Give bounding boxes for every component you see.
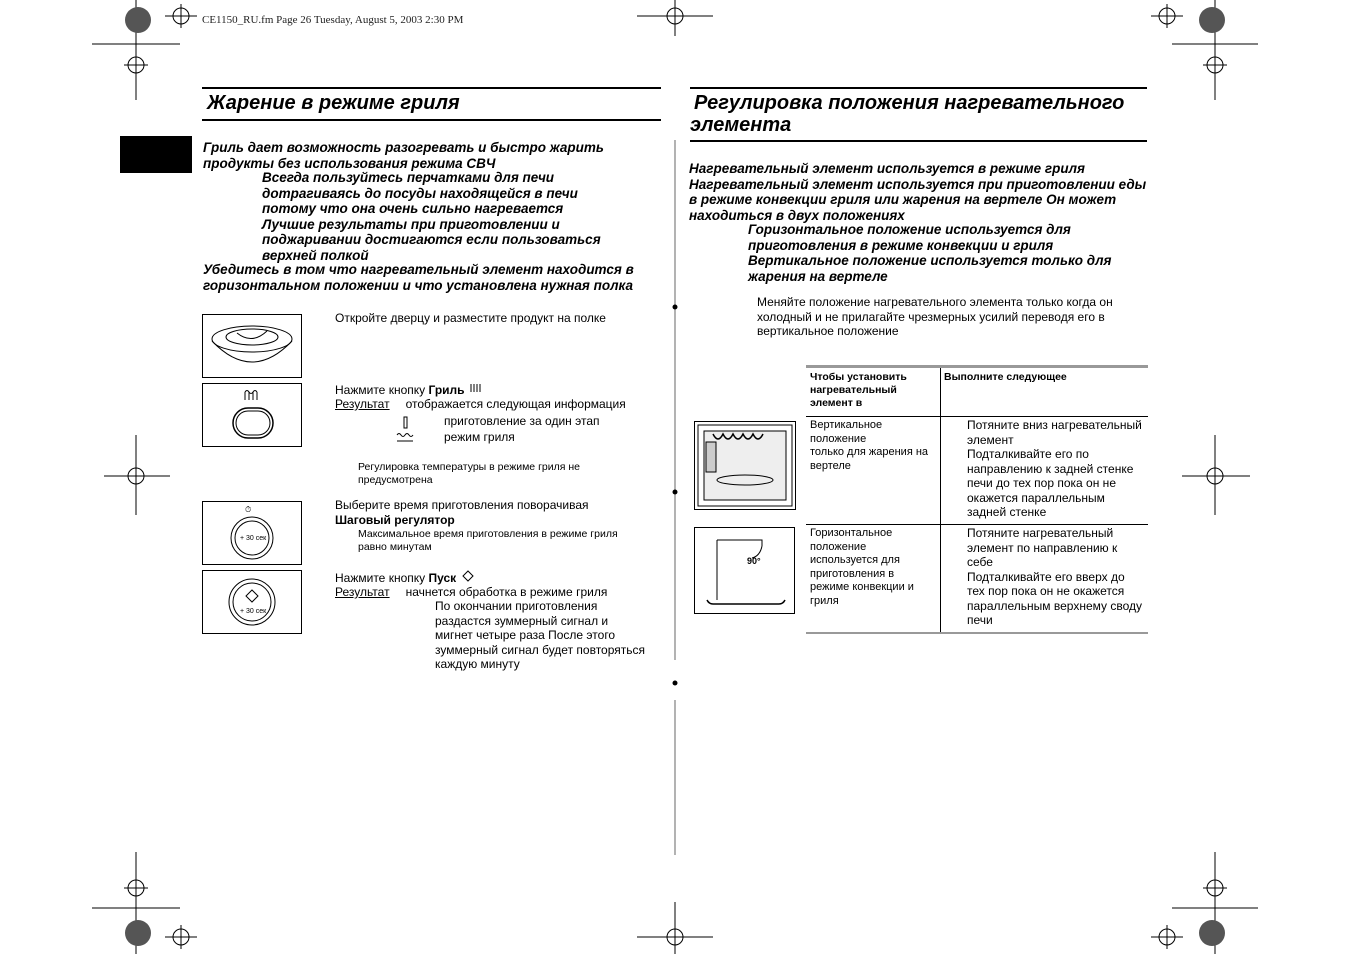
left-title-rule-bottom [202, 119, 661, 121]
row2-col2: Потяните нагревательный элемент по направлению к себе Подталкивайте его вверх до тех пор пока он не окажется параллельным верхнему своду печи [967, 526, 1143, 627]
step2-info2: режим гриля [444, 430, 515, 444]
table-header-col2: Выполните следующее [944, 371, 1067, 383]
left-check: Убедитесь в том что нагревательный элемент находится в горизонтальном положении и что установлена нужная полка [203, 262, 634, 293]
left-title-rule-top [202, 87, 661, 89]
left-intro: Гриль дает возможность разогревать и быстро жарить продукты без использования режима СВЧ [203, 140, 604, 171]
step4-details: По окончании приготовления раздастся зуммерный сигнал и мигнет четыре раза После этого зуммерный сигнал будет повторяться каждую минуту [435, 599, 646, 671]
file-header: CE1150_RU.fm Page 26 Tuesday, August 5, 2003 2:30 PM [202, 14, 464, 26]
svg-text:⏱: ⏱ [245, 505, 252, 514]
table-footer-rule [806, 632, 1148, 634]
row2-col1: Горизонтальное положение используется для приготовления в режиме конвекции и гриля [810, 527, 914, 607]
right-warning: Меняйте положение нагревательного элемента только когда он холодный и не прилагайте чрезмерных усилий переводя его в вертикальное положение [757, 295, 1113, 338]
position-table [806, 365, 1148, 634]
svg-text:+ 30 сек: + 30 сек [240, 535, 267, 542]
step3-note: Максимальное время приготовления в режиме гриля равно минутам [358, 528, 618, 553]
angle-label: 90° [747, 556, 761, 566]
right-title-rule-bottom [690, 140, 1147, 142]
table-row [806, 417, 1148, 525]
start-button-image [202, 570, 302, 634]
step1-text: Откройте дверцу и разместите продукт на полке [335, 311, 606, 325]
grill-button-image [202, 383, 302, 447]
start-icon [460, 570, 476, 582]
row1-col2: Потяните вниз нагревательный элемент Подталкивайте его по направлению к задней стенке печи до тех пор пока он не окажется параллельным задней стенке [967, 418, 1142, 519]
step2-result: Результат отображается следующая информация [335, 397, 626, 411]
dial-image [202, 501, 302, 565]
right-title: Регулировка положения нагревательного элемента [690, 92, 1125, 136]
left-title: Жарение в режиме гриля [207, 92, 460, 114]
step2-note: Регулировка температуры в режиме гриля не предусмотрена [358, 461, 580, 486]
table-row [806, 525, 1148, 632]
grill-icon [468, 382, 484, 394]
right-title-rule-top [690, 87, 1147, 89]
side-tab [120, 136, 192, 173]
table-header [806, 365, 1148, 417]
step2-info1: приготовление за один этап [444, 414, 600, 428]
step4-text: Нажмите кнопку Пуск [335, 570, 476, 586]
left-note: Всегда пользуйтесь перчатками для печи дотрагиваясь до посуды находящейся в печи потому что она очень сильно нагревается Лучшие результаты при приготовлении и поджаривании достигаются если пользоваться верхней полкой [262, 170, 601, 263]
step4-result: Результат начнется обработка в режиме гриля [335, 585, 608, 599]
row1-col1: Вертикальное положение только для жарения на вертеле [810, 419, 929, 472]
table-header-col1: Чтобы установить нагревательный элемент в [810, 371, 907, 409]
step3-text: Выберите время приготовления поворачивая Шаговый регулятор [335, 498, 589, 527]
svg-text:+ 30 сек: + 30 сек [240, 608, 267, 615]
right-intro: Нагревательный элемент используется в режиме гриля Нагревательный элемент используется при приготовлении еды в режиме конвекции гриля или жарения на вертеле Он может находиться в двух положениях [689, 161, 1147, 223]
step2-text: Нажмите кнопку Гриль [335, 382, 484, 398]
right-note: Горизонтальное положение используется для приготовления в режиме конвекции и гриля Вертикальное положение используется только для жарения на вертеле [748, 222, 1112, 284]
display-icons [396, 415, 416, 445]
oven-vertical-diagram [694, 421, 796, 510]
plate-image [202, 314, 302, 378]
oven-horizontal-diagram [694, 527, 795, 614]
